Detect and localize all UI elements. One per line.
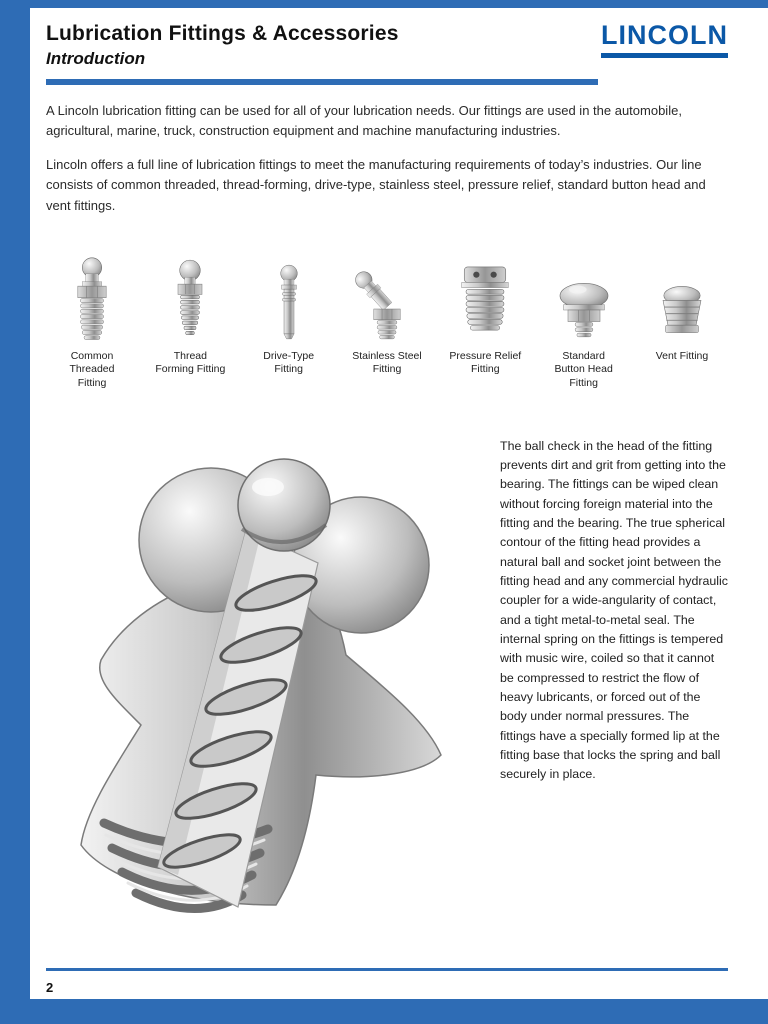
header-rule xyxy=(46,79,598,85)
intro-section xyxy=(46,101,728,216)
fitting-label: Common Threaded Fitting xyxy=(69,349,115,389)
fitting-label: Standard Button Head Fitting xyxy=(554,349,613,389)
lincoln-logo: LINCOLN xyxy=(601,22,728,58)
footer-rule xyxy=(46,968,728,971)
standard-button-head-fitting-icon xyxy=(548,246,620,342)
common-threaded-fitting-icon xyxy=(61,246,123,342)
page-number: 2 xyxy=(46,980,54,995)
pressure-relief-fitting-icon xyxy=(450,246,520,342)
fitting-label: Thread Forming Fitting xyxy=(155,349,226,376)
fitting-cutaway-illustration xyxy=(46,425,476,940)
fitting-item-stainless-steel xyxy=(341,246,433,391)
page-header xyxy=(46,22,728,85)
body-paragraph: The ball check in the head of the fitting prevents dirt and grit from getting into the bearing. The fittings can be wiped clean without forcing foreign material into the fitting and the bearing. The true spherical contour of the fitting head provides a natural ball and socket joint between the fitting head and any commercial hydraulic coupler for a wide-angularity of contact, and a tight metal-to-metal seal. The internal spring on the fittings is tempered with music wire, coiled so that it cannot be compressed to restrict the flow of heavy lubricants, or forced out of the body under normal pressures. The fittings have a specially formed lip at the fitting base that locks the spring and ball securely in place. xyxy=(500,438,728,782)
fitting-item-vent xyxy=(636,246,728,391)
fitting-item-pressure-relief xyxy=(439,246,531,391)
fittings-row xyxy=(46,246,728,391)
thread-forming-fitting-icon xyxy=(160,246,220,342)
fitting-label: Pressure Relief Fitting xyxy=(449,349,522,376)
fitting-label: Drive-Type Fitting xyxy=(263,349,315,376)
fitting-label: Stainless Steel Fitting xyxy=(352,349,422,376)
page-content xyxy=(46,22,728,940)
fitting-item-drive-type xyxy=(243,246,335,391)
page-frame-bottom xyxy=(0,999,768,1024)
drive-type-fitting-icon xyxy=(260,246,318,342)
fitting-label: Vent Fitting xyxy=(655,349,709,362)
page-title: Lubrication Fittings & Accessories xyxy=(46,22,399,45)
page-subtitle: Introduction xyxy=(46,49,146,68)
main-section xyxy=(46,425,728,940)
vent-fitting-icon xyxy=(649,246,715,342)
fitting-item-thread-forming xyxy=(144,246,236,391)
intro-paragraph-2: Lincoln offers a full line of lubrication fittings to meet the manufacturing requirements of today’s industries. Our line consists of common threaded, thread-forming, drive-type, stainless steel, pressure relief, standard button head and vent fittings. xyxy=(46,157,706,213)
stainless-steel-fitting-icon xyxy=(354,246,420,342)
intro-paragraph-1: A Lincoln lubrication fitting can be used for all of your lubrication needs. Our fittings are used in the automobile, agricultural, marine, truck, construction equipment and machine manufacturing industries. xyxy=(46,103,682,139)
page-frame-left xyxy=(0,0,30,1024)
fitting-item-common-threaded xyxy=(46,246,138,391)
fitting-item-button-head xyxy=(538,246,630,391)
page-frame-top xyxy=(0,0,768,8)
